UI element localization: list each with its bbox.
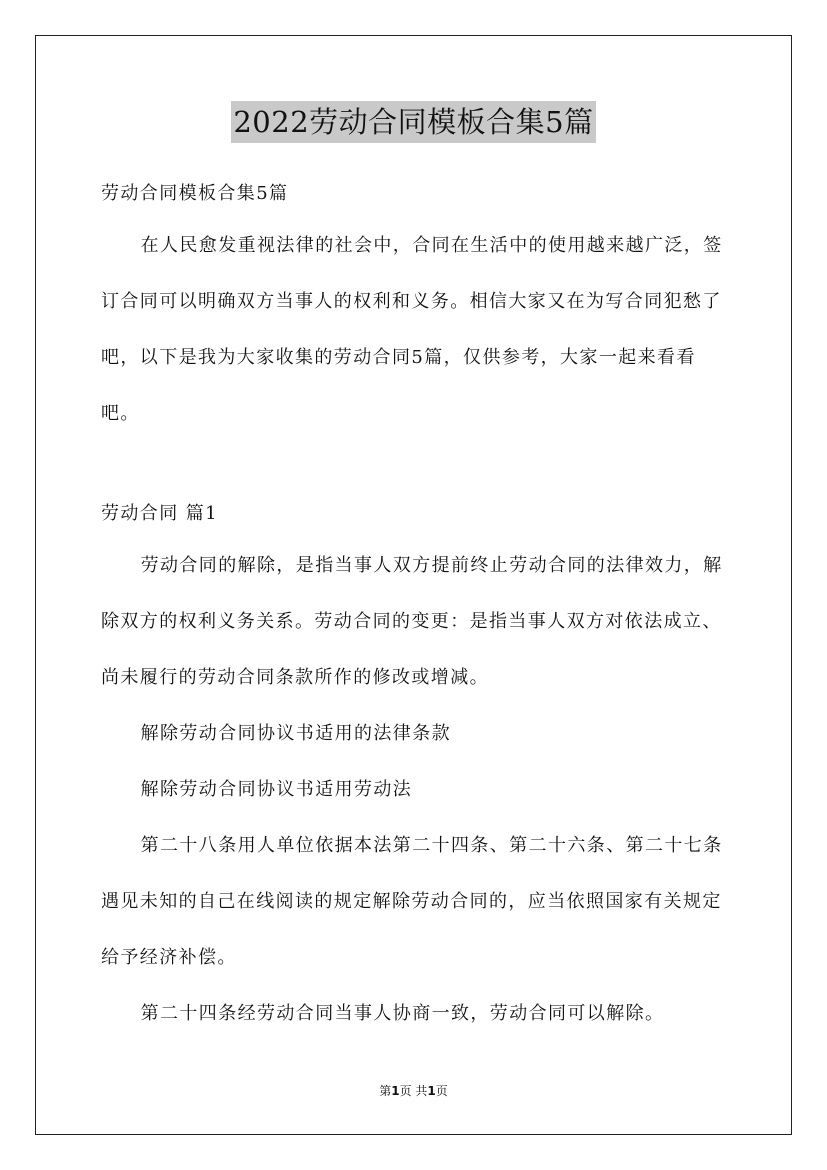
document-title bbox=[0, 101, 827, 143]
body-paragraph: 劳动合同的解除，是指当事人双方提前终止劳动合同的法律效力，解除双方的权利义务关系。劳动合同的变更：是指当事人双方对依法成立、尚未履行的劳动合同条款所作的修改或增减。 bbox=[101, 555, 723, 688]
page-mid: 页 共 bbox=[399, 1084, 428, 1098]
page-footer bbox=[0, 1082, 827, 1099]
intro-paragraph: 在人民愈发重视法律的社会中，合同在生活中的使用越来越广泛，签订合同可以明确双方当事人的权利和义务。相信大家又在为写合同犯愁了吧，以下是我为大家收集的劳动合同5篇，仅供参考，大家一起来看看吧。 bbox=[101, 235, 723, 424]
body-paragraph: 第二十四条经劳动合同当事人协商一致，劳动合同可以解除。 bbox=[140, 1003, 665, 1024]
section-heading: 劳动合同 篇1 bbox=[101, 503, 218, 524]
document-subtitle: 劳动合同模板合集5篇 bbox=[101, 183, 289, 204]
page-suffix: 页 bbox=[435, 1084, 448, 1098]
page-total: 1 bbox=[427, 1084, 436, 1098]
body-paragraph: 解除劳动合同协议书适用劳动法 bbox=[140, 779, 413, 800]
section-spacer bbox=[101, 442, 729, 490]
body-paragraph: 解除劳动合同协议书适用的法律条款 bbox=[140, 723, 451, 744]
document-body bbox=[101, 170, 729, 1042]
page-current: 1 bbox=[391, 1084, 400, 1098]
document-title-text: 2022劳动合同模板合集5篇 bbox=[231, 101, 595, 143]
body-paragraph: 第二十八条用人单位依据本法第二十四条、第二十六条、第二十七条遇见未知的自己在线阅读的规定解除劳动合同的，应当依照国家有关规定给予经济补偿。 bbox=[101, 835, 723, 968]
page-prefix: 第 bbox=[379, 1084, 392, 1098]
